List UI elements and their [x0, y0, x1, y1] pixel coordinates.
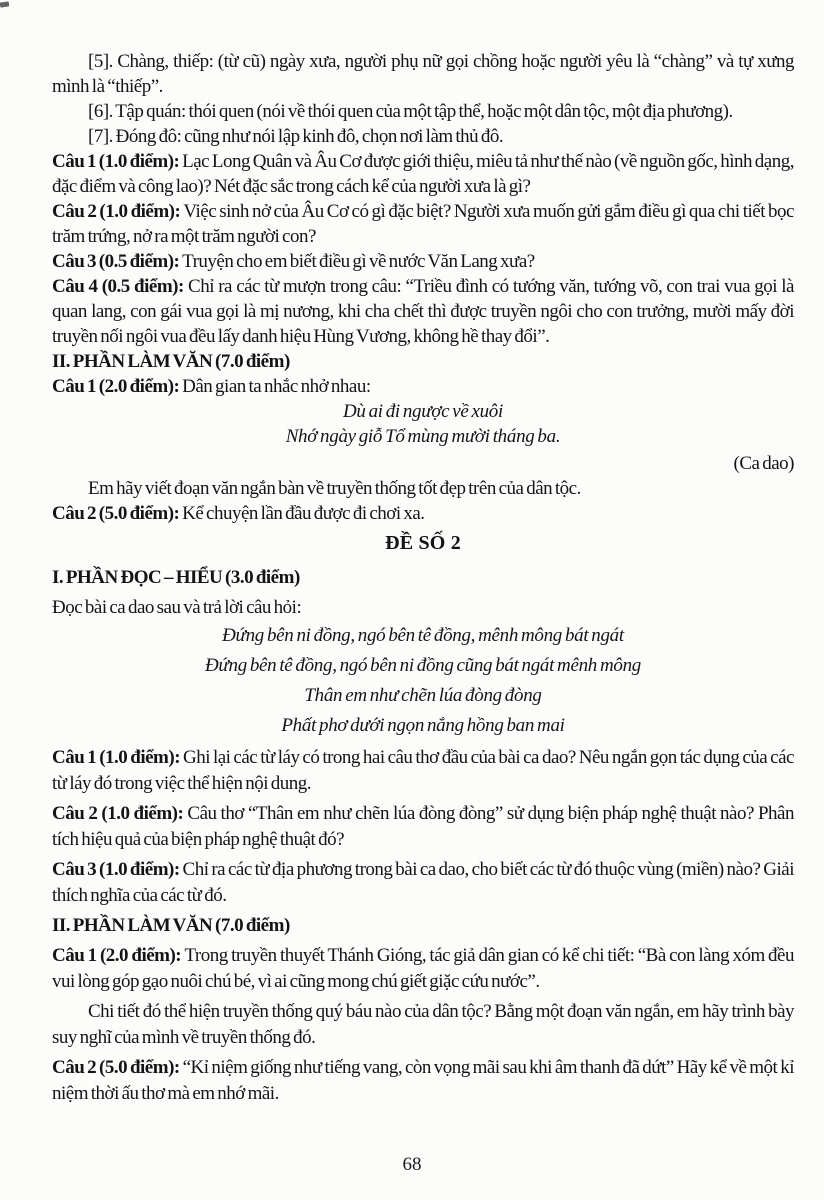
footnote: [7]. Đóng đô: cũng như nói lập kinh đô, chọn nơi làm thủ đô.	[88, 126, 504, 147]
question-paragraph: Câu 2 (1.0 điểm): Việc sinh nở của Âu Cơ có gì đặc biệt? Người xưa muốn gửi gắm điều gì qua chi tiết bọc trăm trứng, nở ra một trăm người con?	[52, 201, 794, 247]
question-label: Câu 1 (1.0 điểm):	[52, 151, 183, 172]
footnote: [6]. Tập quán: thói quen (nói về thói quen của một tập thể, hoặc một dân tộc, một địa phương).	[88, 101, 733, 122]
question-label: Câu 2 (5.0 điểm):	[52, 1057, 183, 1078]
question-paragraph: Câu 2 (5.0 điểm): “Kỉ niệm giống như tiếng vang, còn vọng mãi sau khi âm thanh đã dứt” Hãy kể về một kỉ niệm thời ấu thơ mà em nhớ mãi.	[52, 1057, 794, 1104]
verse-line: Nhớ ngày giỗ Tổ mùng mười tháng ba.	[285, 426, 561, 447]
question-label: Câu 2 (5.0 điểm):	[52, 503, 183, 524]
footnote: [5]. Chàng, thiếp: (từ cũ) ngày xưa, người phụ nữ gọi chồng hoặc người yêu là “chàng” và tự xưng mình là “thiếp”.	[52, 51, 794, 97]
section-heading: II. PHẦN LÀM VĂN (7.0 điểm)	[52, 351, 290, 372]
section-heading: I. PHẦN ĐỌC – HIỂU (3.0 điểm)	[52, 567, 300, 588]
verse-line: Phất phơ dưới ngọn nắng hồng ban mai	[281, 715, 565, 736]
question-label: Câu 1 (1.0 điểm):	[52, 747, 183, 768]
source-attribution: (Ca dao)	[733, 453, 794, 474]
question-label: Câu 2 (1.0 điểm):	[52, 201, 184, 222]
question-paragraph: Câu 1 (2.0 điểm): Dân gian ta nhắc nhở nhau:	[52, 376, 371, 397]
document-body	[52, 49, 794, 1107]
question-label: Câu 4 (0.5 điểm):	[52, 276, 189, 297]
page-number: 68	[402, 1154, 422, 1175]
question-paragraph: Câu 1 (2.0 điểm): Trong truyền thuyết Thánh Gióng, tác giả dân gian có kể chi tiết: “Bà con làng xóm đều vui lòng góp gạo nuôi chú bé, vì ai cũng mong chú giết giặc cứu nước”.	[52, 945, 794, 992]
body-paragraph: Em hãy viết đoạn văn ngắn bàn về truyền thống tốt đẹp trên của dân tộc.	[88, 478, 581, 499]
question-paragraph: Câu 4 (0.5 điểm): Chỉ ra các từ mượn trong câu: “Triều đình có tướng văn, tướng võ, con trai vua gọi là quan lang, con gái vua gọi là mị nương, khi cha chết thì được truyền ngôi cho con trưởng, mười mấy đời truyền nối ngôi vua đều lấy danh hiệu Hùng Vương, không hề thay đổi”.	[52, 276, 794, 347]
question-paragraph: Câu 3 (0.5 điểm): Truyện cho em biết điều gì về nước Văn Lang xưa?	[52, 251, 535, 272]
section-heading: II. PHẦN LÀM VĂN (7.0 điểm)	[52, 915, 290, 936]
verse-line: Thân em như chẽn lúa đòng đòng	[304, 685, 542, 706]
question-label: Câu 2 (1.0 điểm):	[52, 803, 188, 824]
question-paragraph: Câu 1 (1.0 điểm): Ghi lại các từ láy có trong hai câu thơ đầu của bài ca dao? Nêu ngắn gọn tác dụng của các từ láy đó trong việc thể hiện nội dung.	[52, 747, 794, 794]
question-label: Câu 1 (2.0 điểm):	[52, 945, 185, 966]
question-label: Câu 1 (2.0 điểm):	[52, 376, 183, 397]
body-paragraph: Đọc bài ca dao sau và trả lời câu hỏi:	[52, 597, 302, 618]
question-paragraph: Câu 2 (5.0 điểm): Kể chuyện lần đầu được đi chơi xa.	[52, 503, 425, 524]
question-paragraph: Câu 3 (1.0 điểm): Chỉ ra các từ địa phương trong bài ca dao, cho biết các từ đó thuộc vùng (miền) nào? Giải thích nghĩa của các từ đó.	[52, 859, 794, 906]
question-paragraph: Câu 1 (1.0 điểm): Lạc Long Quân và Âu Cơ được giới thiệu, miêu tả như thế nào (về nguồn gốc, hình dạng, đặc điểm và công lao)? Nét đặc sắc trong cách kể của người xưa là gì?	[52, 151, 794, 197]
question-label: Câu 3 (1.0 điểm):	[52, 859, 183, 880]
verse-line: Đứng bên tê đồng, ngó bên ni đồng cũng bát ngát mênh mông	[205, 655, 641, 676]
verse-line: Dù ai đi ngược về xuôi	[343, 401, 503, 422]
body-paragraph: Chi tiết đó thể hiện truyền thống quý báu nào của dân tộc? Bằng một đoạn văn ngắn, em hãy trình bày suy nghĩ của mình về truyền thống đó.	[52, 1001, 794, 1048]
question-paragraph: Câu 2 (1.0 điểm): Câu thơ “Thân em như chẽn lúa đòng đòng” sử dụng biện pháp nghệ thuật nào? Phân tích hiệu quả của biện pháp nghệ thuật đó?	[52, 803, 794, 850]
exam-title: ĐỀ SỐ 2	[385, 532, 461, 554]
verse-line: Đứng bên ni đồng, ngó bên tê đồng, mênh mông bát ngát	[222, 625, 624, 646]
question-label: Câu 3 (0.5 điểm):	[52, 251, 183, 272]
